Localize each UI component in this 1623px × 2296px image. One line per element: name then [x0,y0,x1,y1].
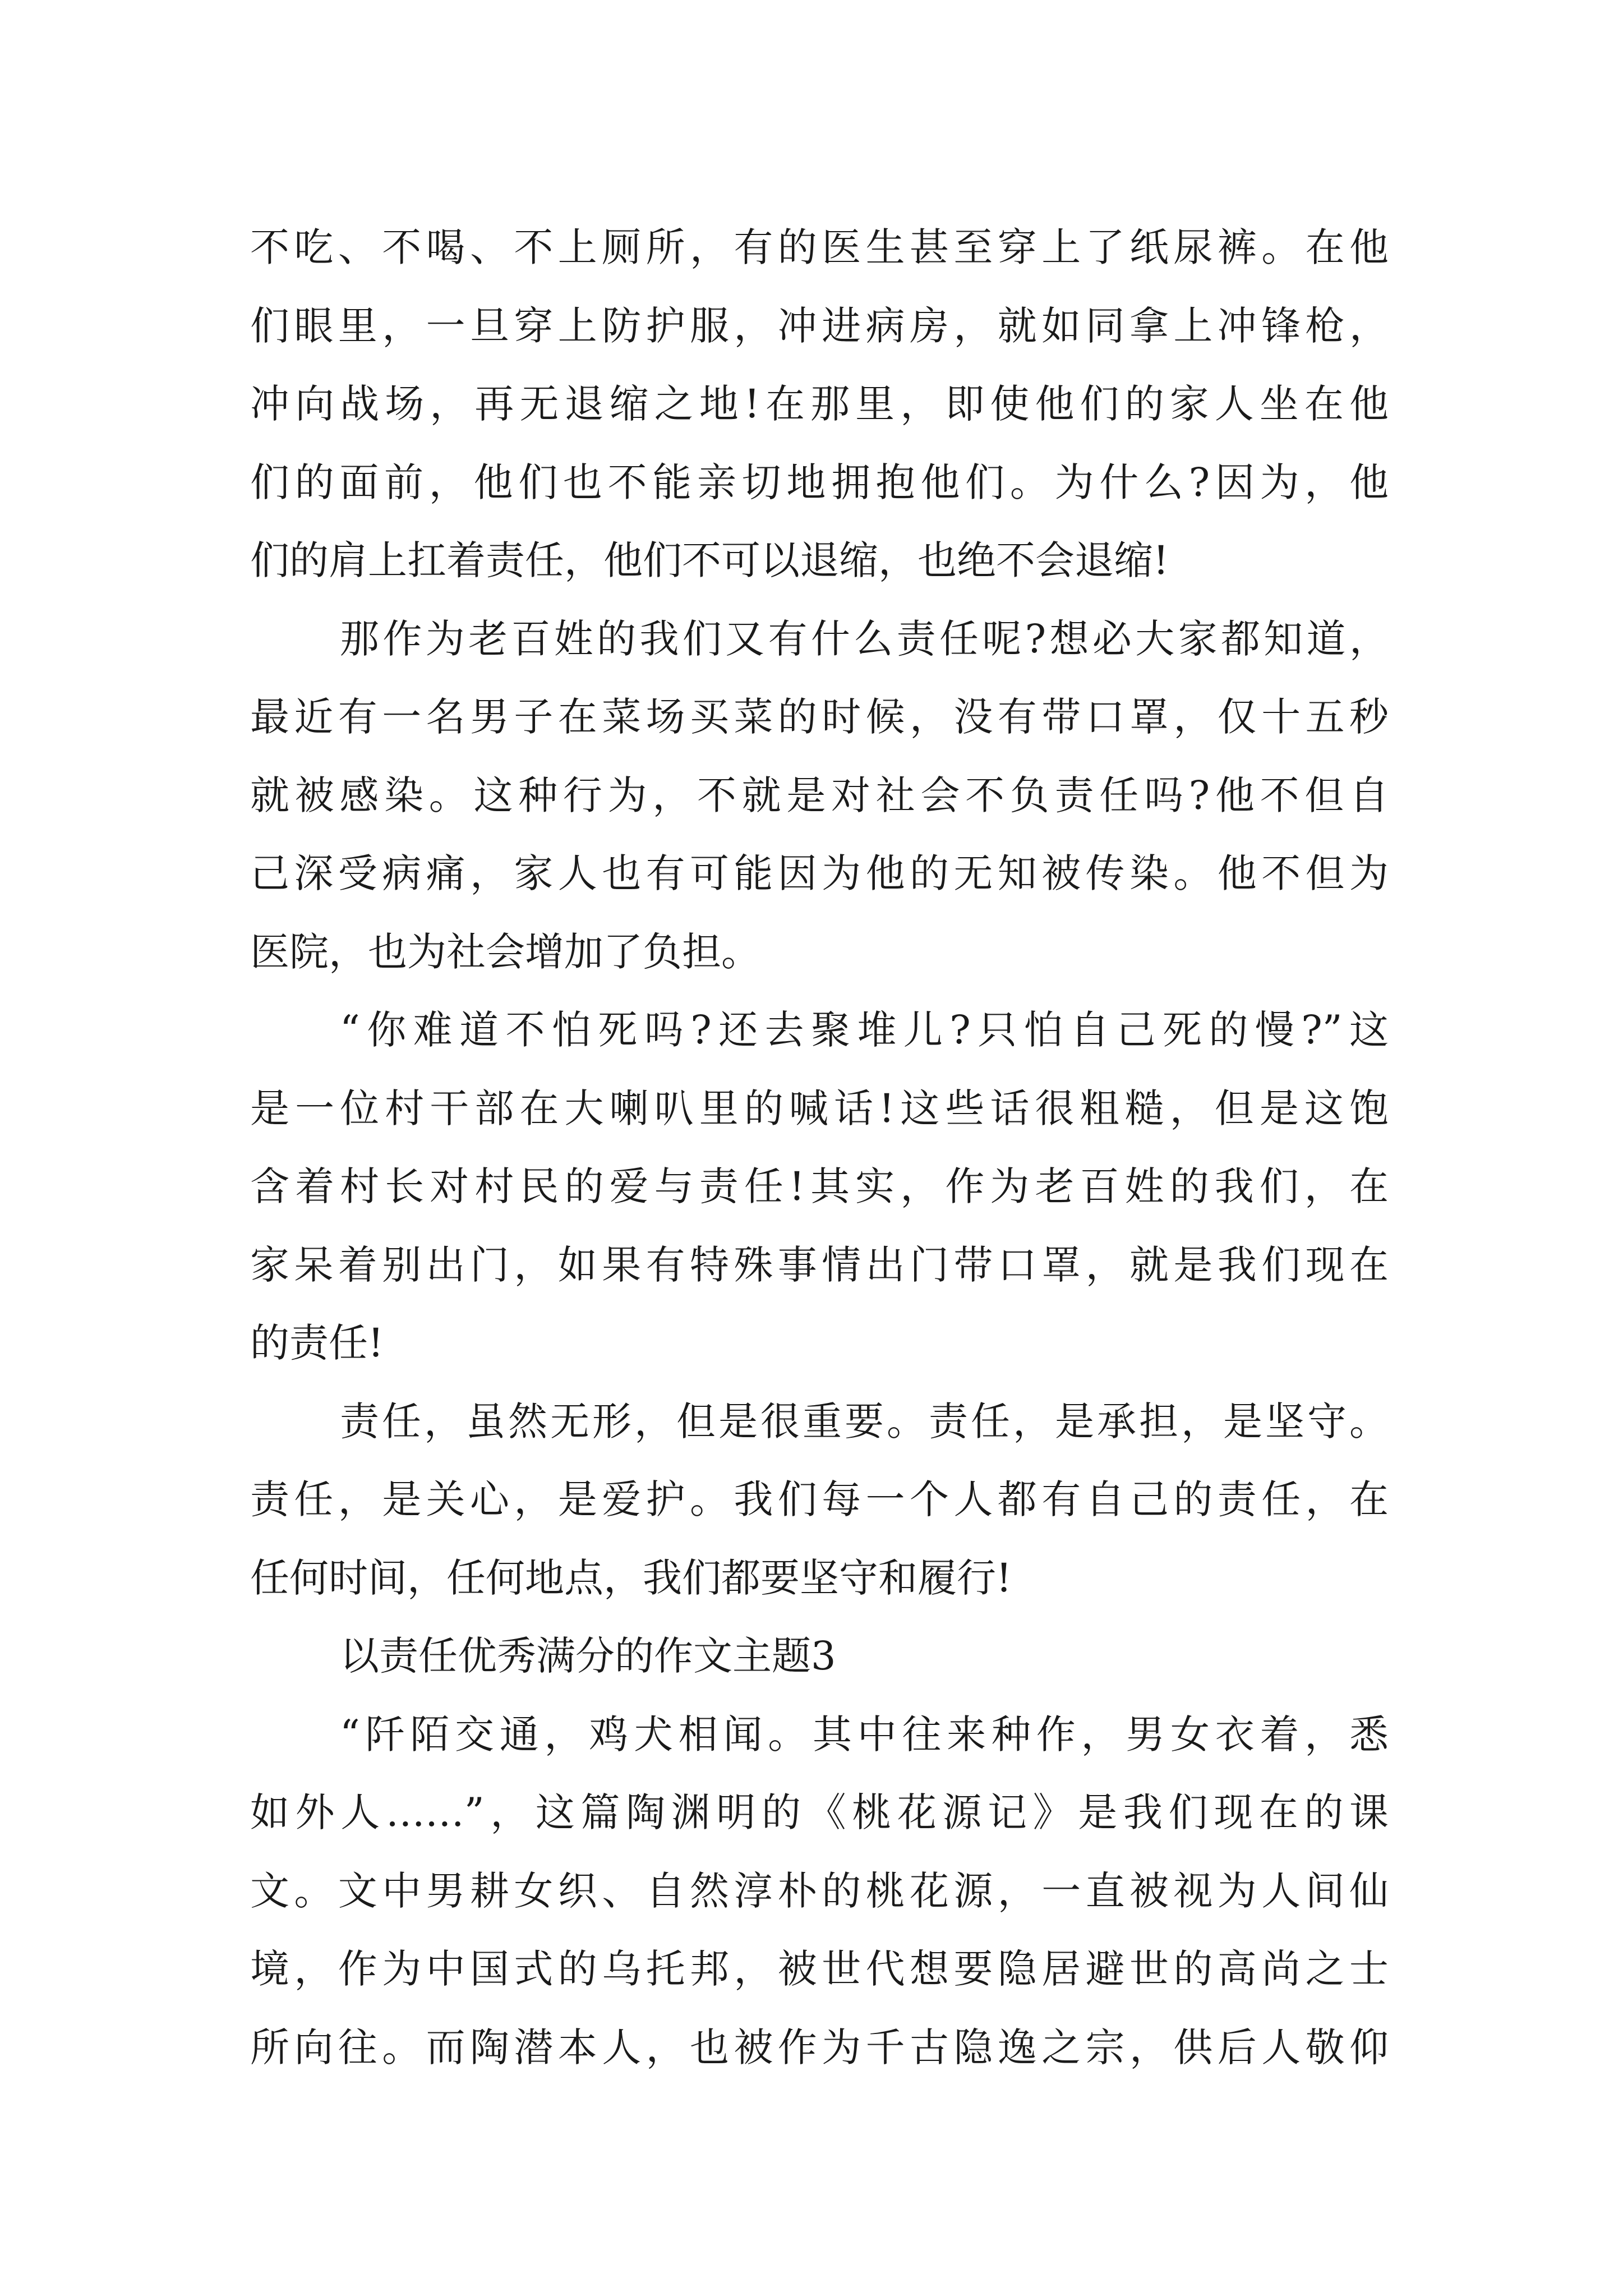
text-line: “你难道不怕死吗?还去聚堆儿?只怕自己死的慢?”这 [340,1007,1389,1053]
text-line: 就被感染。这种行为，不就是对社会不负责任吗?他不但自 [250,772,1389,818]
section-heading [250,1617,1389,1696]
paragraph-3 [250,991,1389,1383]
paragraph-2 [250,600,1389,992]
paragraph-5 [250,1696,1389,2087]
text-line: “阡陌交通，鸡犬相闻。其中往来种作，男女衣着，悉 [340,1711,1389,1757]
text-line: 医院，也为社会增加了负担。 [250,928,760,975]
text-line: 们的面前，他们也不能亲切地拥抱他们。为什么?因为，他 [250,459,1389,505]
text-line: 所向往。而陶潜本人，也被作为千古隐逸之宗，供后人敬仰 [250,2024,1389,2070]
text-line: 最近有一名男子在菜场买菜的时候，没有带口罩，仅十五秒 [250,694,1389,740]
text-line: 的责任! [250,1320,384,1366]
text-line: 含着村长对村民的爱与责任!其实，作为老百姓的我们，在 [250,1163,1389,1209]
paragraph-1 [250,209,1389,600]
text-line: 如外人……”，这篇陶渊明的《桃花源记》是我们现在的课 [250,1789,1389,1835]
text-line: 责任，是关心，是爱护。我们每一个人都有自己的责任，在 [250,1476,1389,1522]
text-line: 们的肩上扛着责任，他们不可以退缩，也绝不会退缩! [250,537,1169,583]
text-line: 是一位村干部在大喇叭里的喊话!这些话很粗糙，但是这饱 [250,1085,1389,1131]
document-body [250,209,1389,2087]
text-line: 家呆着别出门，如果有特殊事情出门带口罩，就是我们现在 [250,1241,1389,1288]
text-line: 冲向战场，再无退缩之地!在那里，即使他们的家人坐在他 [250,381,1389,427]
text-line: 责任，虽然无形，但是很重要。责任，是承担，是坚守。 [340,1398,1389,1444]
text-line: 己深受病痛，家人也有可能因为他的无知被传染。他不但为 [250,850,1389,896]
text-line: 那作为老百姓的我们又有什么责任呢?想必大家都知道， [340,615,1389,662]
text-line: 不吃、不喝、不上厕所，有的医生甚至穿上了纸尿裤。在他 [250,224,1389,270]
paragraph-4 [250,1383,1389,1618]
text-line: 任何时间，任何地点，我们都要坚守和履行! [250,1554,1012,1601]
text-line: 境，作为中国式的乌托邦，被世代想要隐居避世的高尚之士 [250,1946,1389,1992]
heading-text: 以责任优秀满分的作文主题3 [340,1633,836,1679]
text-line: 们眼里，一旦穿上防护服，冲进病房，就如同拿上冲锋枪， [250,302,1389,349]
text-line: 文。文中男耕女织、自然淳朴的桃花源，一直被视为人间仙 [250,1867,1389,1914]
